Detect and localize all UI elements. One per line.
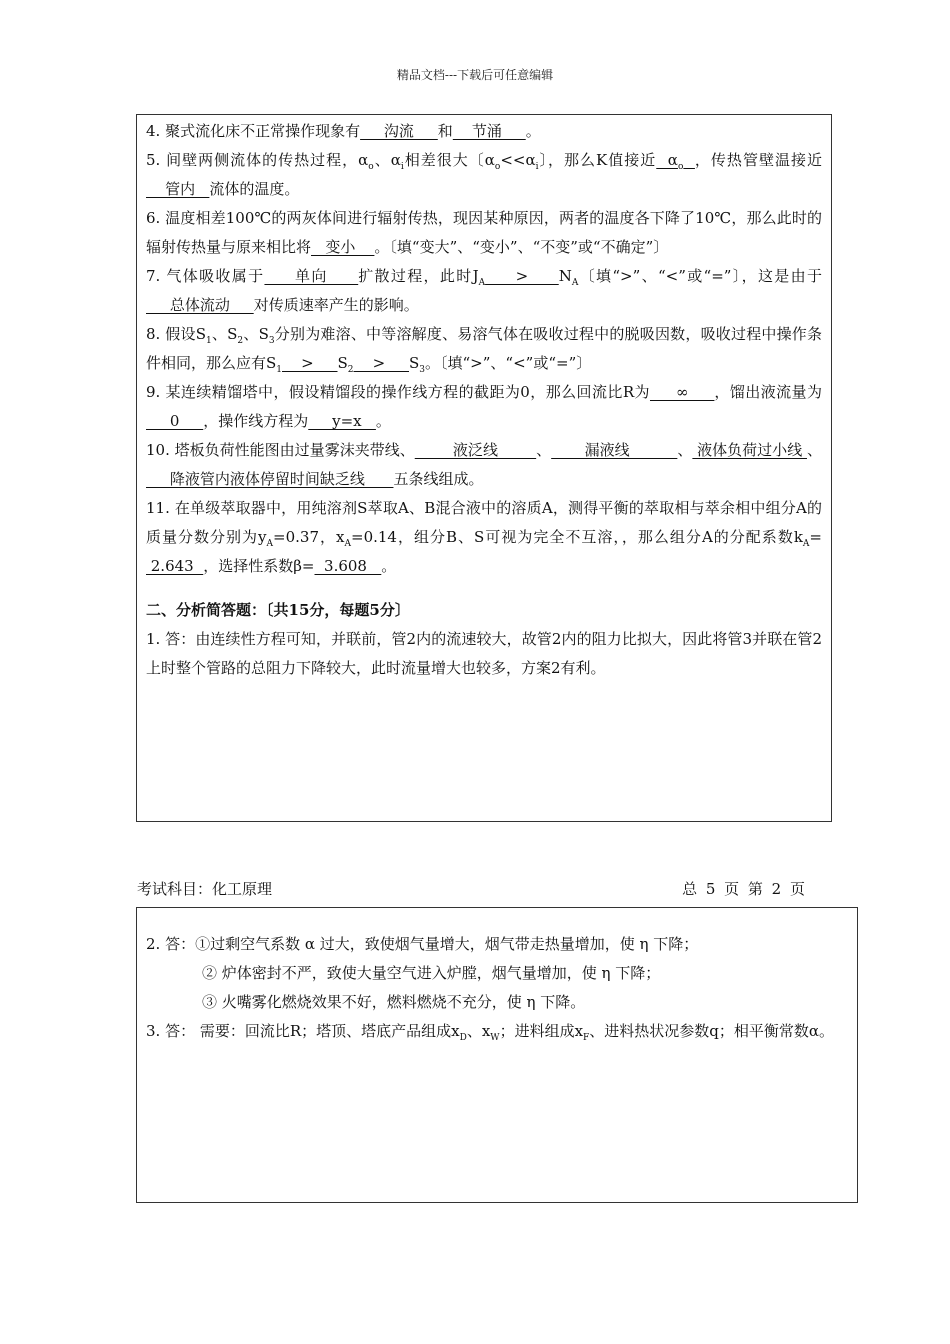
page-number: 总 5 页 第 2 页 [682, 880, 807, 898]
ans3-sub: F [583, 1033, 590, 1043]
q5-text-6: ，传热管壁温接近 [694, 151, 822, 169]
q5-text-3: 相差很大〔α [403, 151, 495, 169]
question-5 [146, 146, 822, 204]
q11-answer-2: 3.608 [314, 557, 382, 575]
answer-box-page1 [136, 114, 832, 822]
q11-text: 11. 在单级萃取器中，用纯溶剂S萃取A、B混合液中的溶质A，测得平衡的萃取相与萃余相中组分A的质量分数分别为y [146, 499, 822, 546]
q7-text-5: 对传质速率产生的影响。 [253, 296, 419, 314]
q11-answer-1: 2.643 [146, 557, 204, 575]
q5-answer-1-text: α [656, 151, 678, 169]
q5-sub: o [368, 162, 374, 172]
q8-sub: 3 [268, 336, 275, 346]
q11-text-2: =0.37，x [273, 528, 345, 546]
q10-answer-1: 液泛线 [414, 441, 537, 459]
q5-text-4: <<α [500, 151, 536, 169]
q5-answer-1-end [683, 151, 695, 169]
question-7 [146, 262, 822, 320]
q11-text-4: = [809, 528, 822, 546]
q8-text-5: S [337, 354, 348, 372]
q6-text-2: 。〔填“变大”、“变小”、“不变”或“不确定”〕 [374, 238, 669, 256]
q10-sep: 、 [536, 441, 552, 459]
q8-sub: 1 [205, 336, 212, 346]
question-4 [146, 117, 822, 146]
q9-text-2: ，馏出液流量为 [714, 383, 822, 401]
question-9 [146, 378, 822, 436]
q7-answer-3: 总体流动 [146, 296, 254, 314]
q9-text-4: 。 [375, 412, 391, 430]
q5-answer-2: 管内 [146, 180, 210, 198]
q9-answer-3: y=x [308, 412, 376, 430]
answer-3 [146, 1017, 848, 1046]
q5-text-5: 〕，那么K值接近 [538, 151, 657, 169]
q10-answer-4: 降液管内液体停留时间缺乏线 [146, 470, 394, 488]
q5-sub: i [400, 162, 404, 172]
q8-sub: 3 [419, 365, 426, 375]
q11-sub: A [802, 539, 810, 549]
q11-text-5: ，选择性系数β= [203, 557, 315, 575]
q8-text-4: 分别为难溶、中等溶解度、易溶气体在吸收过程中的脱吸因数，吸收过程中操作条件相同，那么应有S [146, 325, 823, 372]
q7-sub: A [571, 278, 579, 288]
ans3-text-4: 、进料热状况参数q；相平衡常数α。 [589, 1022, 835, 1040]
q10-answer-2: 漏液线 [551, 441, 678, 459]
q5-text-2: 、α [373, 151, 401, 169]
q7-answer-1: 单向 [264, 267, 359, 285]
q5-text-7: 流体的温度。 [209, 180, 300, 198]
q4-text-2: 和 [437, 122, 453, 140]
section-2-title: 二、分析简答题：〔共15分，每题5分〕 [146, 601, 410, 619]
q8-answer-2: > [353, 354, 409, 372]
q8-text-3: 、S [243, 325, 269, 343]
question-10 [146, 436, 822, 494]
q4-answer-2: 节涌 [452, 122, 526, 140]
question-6 [146, 204, 822, 262]
q7-sub: A [478, 278, 486, 288]
q11-text-6: 。 [381, 557, 397, 575]
q11-sub: A [344, 539, 351, 549]
q9-text: 9. 某连续精馏塔中，假设精馏段的操作线方程的截距为0，那么回流比R为 [146, 383, 650, 401]
ans3-sub: D [459, 1033, 467, 1043]
ans3-sub: W [490, 1033, 500, 1043]
q5-answer-1 [656, 151, 695, 172]
answer-2-line-1: 2. 答：①过剩空气系数 α 过大，致使烟气量增大，烟气带走热量增加，使 η 下降； [146, 935, 699, 953]
q5-answer-1-sub: o [677, 162, 684, 172]
q8-sub: 2 [237, 336, 244, 346]
q7-answer-2: > [485, 267, 559, 285]
q9-text-3: ，操作线方程为 [203, 412, 309, 430]
q10-sep: 、 [677, 441, 693, 459]
exam-subject: 考试科目：化工原理 [137, 880, 273, 898]
q10-text-2: 五条线组成。 [393, 470, 484, 488]
q11-sub: A [266, 539, 274, 549]
q6-answer-1: 变小 [311, 238, 375, 256]
q6-text: 6. 温度相差100℃的两灰体间进行辐射传热，现因某种原因，两者的温度各下降了10℃，那么此时的辐射传热量与原来相比将 [146, 209, 822, 256]
q7-text-2: 扩散过程，此时J [358, 267, 479, 285]
q9-answer-1: ∞ [649, 383, 715, 401]
q8-text-7: 。〔填“>”、“<”或“=”〕 [425, 354, 592, 372]
q10-text: 10. 塔板负荷性能图由过量雾沫夹带线、 [146, 441, 415, 459]
q8-sub: 2 [347, 365, 354, 375]
q4-answer-1: 沟流 [360, 122, 438, 140]
q7-text-4: 〔填“>”、“<”或“=”〕，这是由于 [578, 267, 822, 285]
ans3-text: 3. 答： 需要：回流比R；塔顶、塔底产品组成x [146, 1022, 460, 1040]
answer-2-line-2: ② 炉体密封不严，致使大量空气进入炉膛，烟气量增加，使 η 下降； [202, 964, 661, 982]
q4-text-3: 。 [525, 122, 541, 140]
q10-answer-3: 液体负荷过小线 [692, 441, 807, 459]
q8-answer-1: > [282, 354, 338, 372]
q8-text-2: 、S [211, 325, 238, 343]
q4-text: 4. 聚式流化床不正常操作现象有 [146, 122, 361, 140]
answer-box-page2 [136, 907, 858, 1203]
q5-sub: o [494, 162, 501, 172]
q5-text: 5. 间壁两侧流体的传热过程，α [146, 151, 369, 169]
q8-sub: 1 [276, 365, 283, 375]
q7-text-3: N [558, 267, 572, 285]
q8-text-6: S [409, 354, 420, 372]
page-header: 精品文档---下载后可任意编辑 [396, 68, 554, 82]
question-8 [146, 320, 822, 378]
answer-2-line-3: ③ 火嘴雾化燃烧效果不好，燃料燃烧不充分，使 η 下降。 [202, 993, 586, 1011]
question-11 [146, 494, 822, 581]
q10-sep: 、 [806, 441, 822, 459]
q11-text-3: =0.14，组分B、S可视为完全不互溶，，那么组分A的分配系数k [351, 528, 803, 546]
ans3-text-3: ；进料组成x [499, 1022, 584, 1040]
q5-sub: i [535, 162, 539, 172]
q7-text: 7. 气体吸收属于 [146, 267, 265, 285]
q8-text: 8. 假设S [146, 325, 206, 343]
ans3-text-2: 、x [466, 1022, 491, 1040]
answer-1: 1. 答：由连续性方程可知，并联前，管2内的流速较大，故管2内的阻力比拟大，因此将管3并联在管2上时整个管路的总阻力下降较大，此时流量增大也较多，方案2有利。 [146, 630, 822, 677]
q9-answer-2: 0 [146, 412, 204, 430]
